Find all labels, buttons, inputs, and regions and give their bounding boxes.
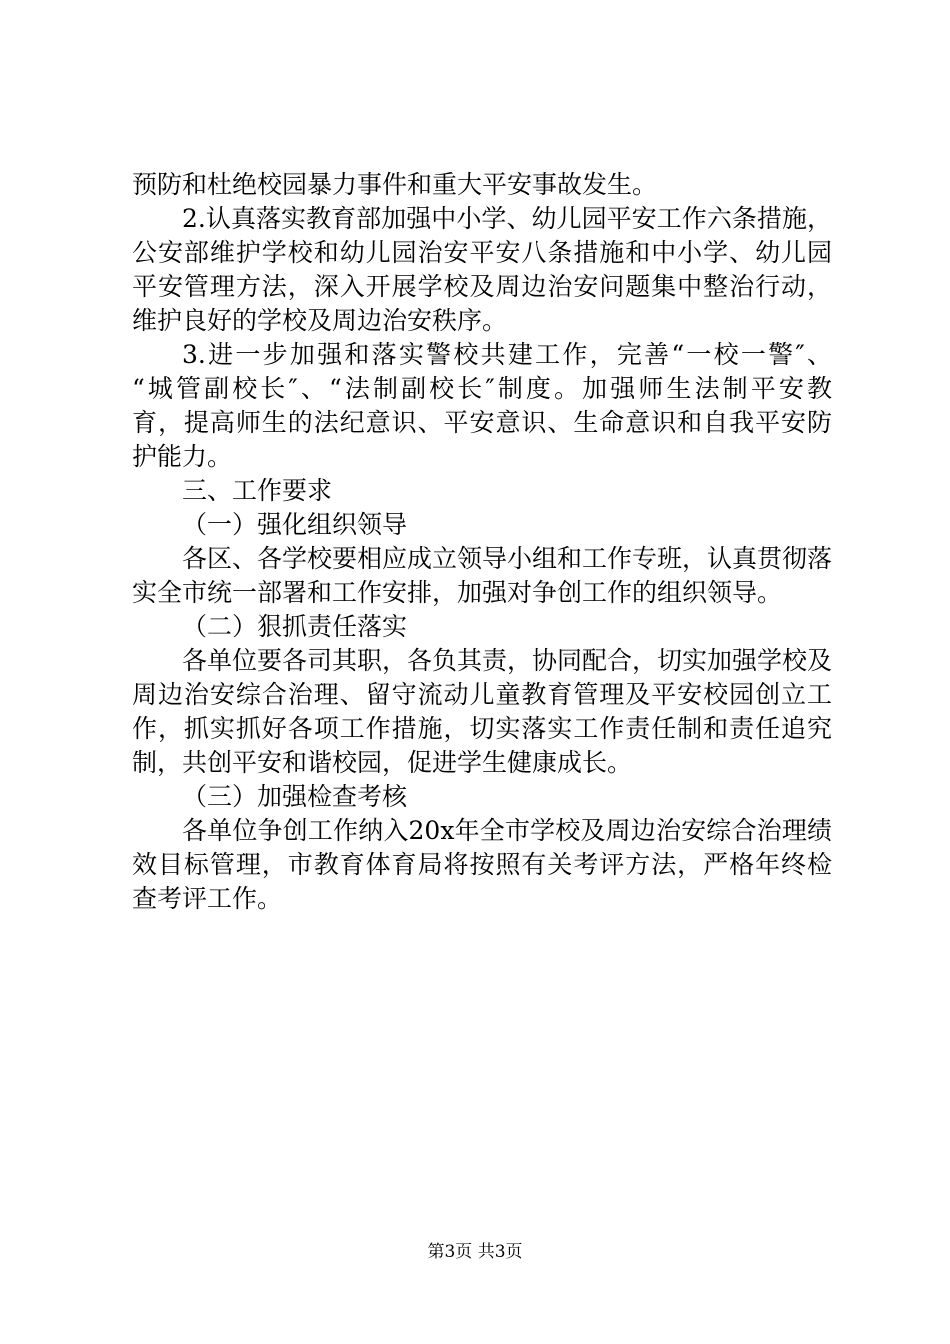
text-line: 维护良好的学校及周边治安秩序。: [132, 306, 508, 335]
text-line: 作，抓实抓好各项工作措施，切实落实工作责任制和责任追究: [132, 714, 832, 743]
text-line: 三、工作要求: [182, 476, 333, 505]
text-line: （一）强化组织领导: [182, 510, 408, 539]
text-line: （三）加强检查考核: [182, 782, 408, 811]
text-line: 周边治安综合治理、留守流动儿童教育管理及平安校园创立工: [132, 680, 832, 709]
text-line: 各区、各学校要相应成立领导小组和工作专班，认真贯彻落: [182, 544, 833, 573]
text-line: 公安部维护学校和幼儿园治安平安八条措施和中小学、幼儿园: [132, 238, 832, 267]
text-line: 3.进一步加强和落实警校共建工作，完善“一校一警″、: [182, 340, 832, 369]
text-line: 护能力。: [132, 442, 233, 471]
text-line: 育，提高师生的法纪意识、平安意识、生命意识和自我平安防: [132, 408, 832, 437]
text-line: 实全市统一部署和工作安排，加强对争创工作的组织领导。: [132, 578, 783, 607]
text-line: 各单位要各司其职，各负其责，协同配合，切实加强学校及: [182, 646, 833, 675]
text-line: 制，共创平安和谐校园，促进学生健康成长。: [132, 748, 633, 777]
text-line: 预防和杜绝校园暴力事件和重大平安事故发生。: [132, 170, 658, 199]
text-line: “城管副校长″、“法制副校长″制度。加强师生法制平安教: [132, 374, 832, 403]
text-line: 2.认真落实教育部加强中小学、幼儿园平安工作六条措施，: [182, 204, 832, 233]
document-body: [132, 168, 832, 916]
page-footer: 第3页 共3页: [427, 1242, 523, 1262]
text-line: 各单位争创工作纳入20x年全市学校及周边治安综合治理绩: [182, 816, 832, 845]
text-line: 平安管理方法，深入开展学校及周边治安问题集中整治行动，: [132, 272, 832, 301]
text-line: 查考评工作。: [132, 884, 283, 913]
text-line: 效目标管理，市教育体育局将按照有关考评方法，严格年终检: [132, 850, 832, 879]
text-line: （二）狠抓责任落实: [182, 612, 408, 641]
